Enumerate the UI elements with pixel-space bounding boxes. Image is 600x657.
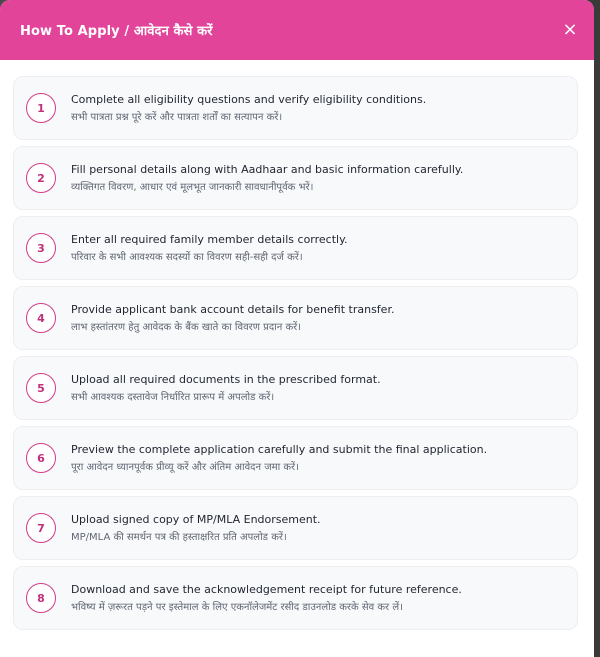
step-number-badge: 8 <box>26 583 56 613</box>
step-text-english: Upload signed copy of MP/MLA Endorsement. <box>71 512 321 526</box>
close-icon[interactable]: × <box>562 19 578 40</box>
step-text-hindi: लाभ हस्तांतरण हेतु आवेदक के बैंक खाते का विवरण प्रदान करें। <box>71 321 302 333</box>
step-number-badge: 4 <box>26 303 56 333</box>
step-item <box>13 356 578 420</box>
step-text-english: Download and save the acknowledgement receipt for future reference. <box>71 582 462 596</box>
step-item <box>13 76 578 140</box>
step-item <box>13 566 578 630</box>
step-text-hindi: MP/MLA की समर्थन पत्र की हस्ताक्षरित प्रति अपलोड करें। <box>71 531 287 543</box>
step-text-english: Preview the complete application carefully and submit the final application. <box>71 442 488 456</box>
step-number-badge: 6 <box>26 443 56 473</box>
step-item <box>13 216 578 280</box>
step-number-badge: 3 <box>26 233 56 263</box>
step-item <box>13 426 578 490</box>
steps-list <box>0 60 594 630</box>
step-number-badge: 5 <box>26 373 56 403</box>
step-text-hindi: सभी पात्रता प्रश्न पूरे करें और पात्रता शर्तों का सत्यापन करें। <box>71 111 283 123</box>
step-text <box>71 163 463 194</box>
step-text <box>71 373 381 404</box>
step-text-hindi: भविष्य में ज़रूरत पड़ने पर इस्तेमाल के लिए एकनॉलेजमेंट रसीद डाउनलोड करके सेव कर लें। <box>71 601 403 613</box>
step-text-hindi: सभी आवश्यक दस्तावेज निर्धारित प्रारूप में अपलोड करें। <box>71 391 275 403</box>
step-text-english: Provide applicant bank account details for benefit transfer. <box>71 302 395 316</box>
step-text-english: Complete all eligibility questions and verify eligibility conditions. <box>71 92 427 106</box>
step-item <box>13 286 578 350</box>
step-number-badge: 2 <box>26 163 56 193</box>
step-item <box>13 496 578 560</box>
step-text <box>71 583 462 614</box>
step-text-english: Fill personal details along with Aadhaar and basic information carefully. <box>71 162 464 176</box>
step-text <box>71 233 348 264</box>
modal-title: How To Apply / आवेदन कैसे करें <box>20 24 213 39</box>
step-text <box>71 513 321 544</box>
step-text <box>71 443 487 474</box>
step-text-hindi: पूरा आवेदन ध्यानपूर्वक प्रीव्यू करें और अंतिम आवेदन जमा करें। <box>71 461 299 473</box>
step-text <box>71 93 426 124</box>
step-text-english: Enter all required family member details correctly. <box>71 232 348 246</box>
step-number-badge: 1 <box>26 93 56 123</box>
step-text-hindi: व्यक्तिगत विवरण, आधार एवं मूलभूत जानकारी सावधानीपूर्वक भरें। <box>71 181 314 193</box>
step-text-hindi: परिवार के सभी आवश्यक सदस्यों का विवरण सही-सही दर्ज करें। <box>71 251 303 263</box>
step-text-english: Upload all required documents in the prescribed format. <box>71 372 381 386</box>
step-text <box>71 303 394 334</box>
step-item <box>13 146 578 210</box>
step-number-badge: 7 <box>26 513 56 543</box>
modal-header <box>0 0 594 60</box>
